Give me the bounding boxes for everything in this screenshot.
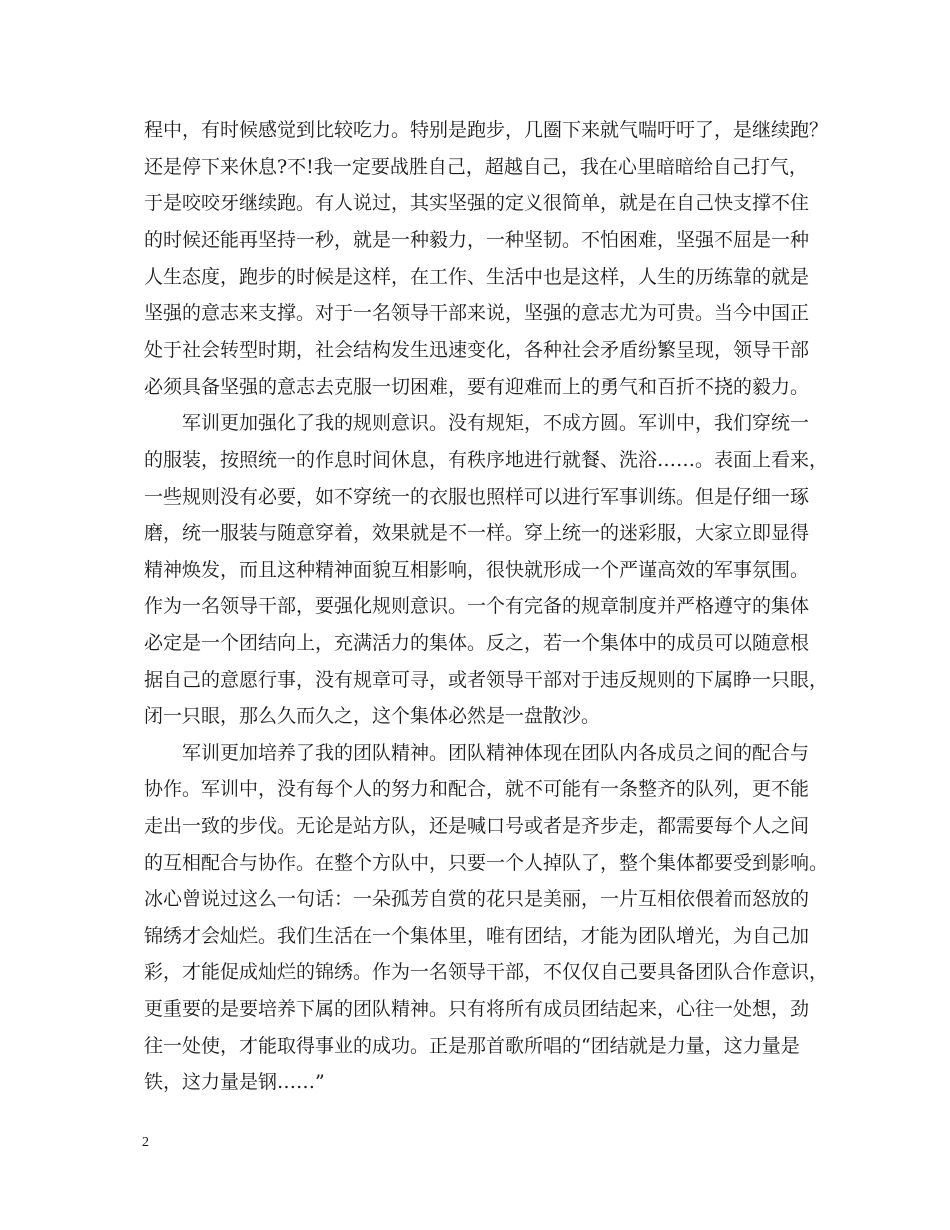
text-line: 坚强的意志来支撑。对于一名领导干部来说，坚强的意志尤为可贵。当今中国正 [144,302,810,324]
text-line: 人生态度，跑步的时候是这样，在工作、生活中也是这样，人生的历练靠的就是 [144,266,810,288]
text-line: 彩，才能促成灿烂的锦绣。作为一名领导干部，不仅仅自己要具备团队合作意识， [144,961,829,983]
text-line: 军训更加培养了我的团队精神。团队精神体现在团队内各成员之间的配合与 [144,742,810,764]
text-line: 处于社会转型时期，社会结构发生迅速变化，各种社会矛盾纷繁呈现，领导干部 [144,339,810,361]
text-line: 的时候还能再坚持一秒，就是一种毅力，一种坚韧。不怕困难，坚强不屈是一种 [144,229,810,251]
text-line: 还是停下来休息?不!我一定要战胜自己，超越自己，我在心里暗暗给自己打气， [144,156,808,178]
text-line: 磨，统一服装与随意穿着，效果就是不一样。穿上统一的迷彩服，大家立即显得 [144,522,810,544]
text-line: 走出一致的步伐。无论是站方队，还是喊口号或者是齐步走，都需要每个人之间 [144,815,810,837]
text-line: 往一处使，才能取得事业的成功。正是那首歌所唱的“团结就是力量，这力量是 [144,1035,800,1057]
text-line: 的互相配合与协作。在整个方队中，只要一个人掉队了，整个集体都要受到影响。 [144,852,829,874]
text-line: 锦绣才会灿烂。我们生活在一个集体里，唯有团结，才能为团队增光，为自己加 [144,925,810,947]
text-line: 铁，这力量是钢……” [144,1071,325,1093]
text-line: 于是咬咬牙继续跑。有人说过，其实坚强的定义很简单，就是在自己快支撑不住 [144,192,810,214]
text-line: 一些规则没有必要，如不穿统一的衣服也照样可以进行军事训练。但是仔细一琢 [144,486,810,508]
text-line: 闭一只眼，那么久而久之，这个集体必然是一盘散沙。 [144,705,601,727]
text-line: 必须具备坚强的意志去克服一切困难，要有迎难而上的勇气和百折不挠的毅力。 [144,376,810,398]
text-line: 协作。军训中，没有每个人的努力和配合，就不可能有一条整齐的队列，更不能 [144,778,810,800]
text-line: 据自己的意愿行事，没有规章可寻，或者领导干部对于违反规则的下属睁一只眼， [144,669,829,691]
text-line: 精神焕发，而且这种精神面貌互相影响，很快就形成一个严谨高效的军事氛围。 [144,559,810,581]
text-line: 的服装，按照统一的作息时间休息，有秩序地进行就餐、洗浴……。表面上看来， [144,449,829,471]
text-line: 冰心曾说过这么一句话：一朵孤芳自赏的花只是美丽，一片互相依偎着而怒放的 [144,888,810,910]
text-line: 程中，有时候感觉到比较吃力。特别是跑步，几圈下来就气喘吁吁了，是继续跑？ [144,119,829,141]
text-line: 必定是一个团结向上，充满活力的集体。反之，若一个集体中的成员可以随意根 [144,632,810,654]
page-number: 2 [142,1135,149,1150]
text-line: 作为一名领导干部，要强化规则意识。一个有完备的规章制度并严格遵守的集体 [144,595,810,617]
text-line: 军训更加强化了我的规则意识。没有规矩，不成方圆。军训中，我们穿统一 [144,412,810,434]
text-line: 更重要的是要培养下属的团队精神。只有将所有成员团结起来，心往一处想，劲 [144,998,810,1020]
